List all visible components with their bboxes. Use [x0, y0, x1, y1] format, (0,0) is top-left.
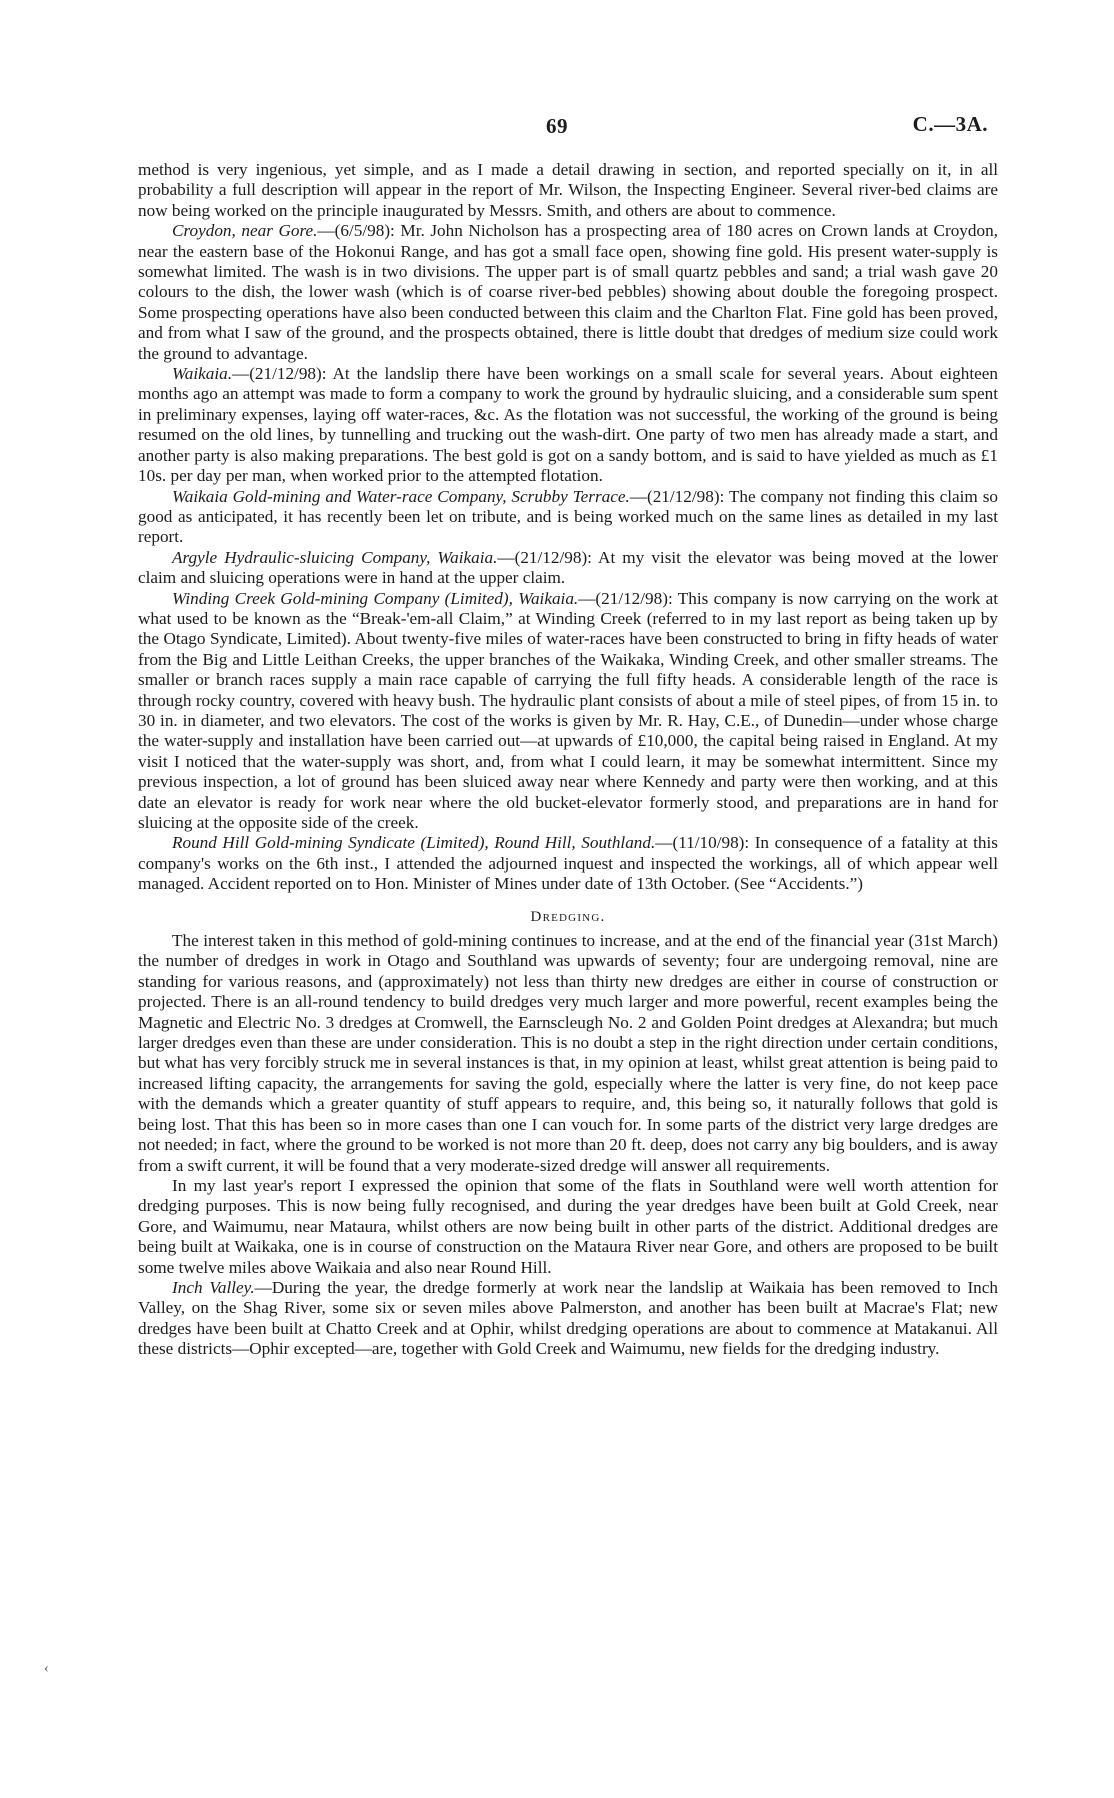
section-heading-dredging: Dredging. — [530, 908, 606, 925]
paragraph-heading: Waikaia. — [172, 364, 232, 384]
paragraph-text: —(21/12/98): The company not finding this claim so good as anticipated, it has recently been let on tribute, and is being worked much on the same lines as detailed in my last report. — [138, 486, 998, 547]
paragraph-croydon — [138, 221, 998, 364]
paragraph-argyle — [138, 548, 998, 589]
paragraph-inch-valley — [138, 1278, 998, 1360]
paragraph-text: —(11/10/98): In consequence of a fatality at this company's works on the 6th inst., I attended the adjourned inquest and inspected the workings, all of which appear well managed. Accident reported on to Hon. Minister of Mines under date of 13th October. (See “Accidents.”) — [138, 833, 998, 894]
body-text — [138, 160, 998, 1360]
margin-mark: ‹ — [44, 1661, 49, 1676]
paragraph-text: The interest taken in this method of gold-mining continues to increase, and at the end of the financial year (31st March) the number of dredges in work in Otago and Southland was upwards of seventy; four are undergoing removal, nine are standing for various reasons, and (approximately) not less than thirty new dredges are either in course of construction or projected. There is an all-round tendency to build dredges very much larger and more powerful, recent examples being the Magnetic and Electric No. 3 dredges at Cromwell, the Earnscleugh No. 2 and Golden Point dredges at Alexandra; but much larger dredges even than these are under consideration. This is no doubt a step in the right direction under certain conditions, but what has very forcibly struck me in several instances is that, in my opinion at least, whilst great attention is being paid to increased lifting capacity, the arrangements for saving the gold, especially where the latter is very fine, do not keep pace with the demands which a greater quantity of stuff appears to require, and, this being so, it naturally follows that gold is being lost. That this has been so in more cases than one I can vouch for. In some parts of the district very large dredges are not needed; in fact, where the ground to be worked is not more than 20 ft. deep, does not carry any big boulders, and is away from a swift current, it will be found that a very moderate-sized dredge will answer all requirements. — [138, 931, 998, 1175]
paragraph-heading: Waikaia Gold-mining and Water-race Company, Scrubby Terrace. — [172, 486, 630, 506]
paragraph-heading: Round Hill Gold-mining Syndicate (Limited), Round Hill, Southland. — [172, 833, 656, 853]
paragraph-heading: Inch Valley. — [172, 1277, 255, 1297]
paragraph-heading: Argyle Hydraulic-sluicing Company, Waikaia. — [172, 547, 498, 567]
paragraph-waikaia — [138, 364, 998, 486]
paragraph-text: method is very ingenious, yet simple, and as I made a detail drawing in section, and reported specially on it, in all probability a full description will appear in the report of Mr. Wilson, the Inspecting Engineer. Several river-bed claims are now being worked on the principle inaugurated by Messrs. Smith, and others are about to commence. — [138, 160, 998, 220]
paragraph-text: —During the year, the dredge formerly at work near the landslip at Waikaia has been removed to Inch Valley, on the Shag River, some six or seven miles above Palmerston, and another has been built at Macrae's Flat; new dredges have been built at Chatto Creek and at Ophir, whilst dredging operations are about to commence at Matakanui. All these districts—Ophir excepted—are, together with Gold Creek and Waimumu, new fields for the dredging industry. — [138, 1277, 998, 1359]
paragraph-round-hill — [138, 833, 998, 894]
paragraph-heading: Winding Creek Gold-mining Company (Limited), Waikaia. — [172, 588, 579, 608]
paragraph-text: —(21/12/98): At my visit the elevator was being moved at the lower claim and sluicing operations were in hand at the upper claim. — [138, 547, 998, 588]
paragraph-text: In my last year's report I expressed the opinion that some of the flats in Southland were well worth attention for dredging purposes. This is now being fully recognised, and during the year dredges have been built at Gold Creek, near Gore, and Waimumu, near Mataura, whilst others are now being built in other parts of the district. Additional dredges are being built at Waikaka, one is in course of construction on the Mataura River near Gore, and others are proposed to be built some twelve miles above Waikaia and also near Round Hill. — [138, 1175, 998, 1277]
paper-code: C.—3A. — [912, 112, 988, 136]
paragraph-text: —(21/12/98): This company is now carrying on the work at what used to be known as the “Break-'em-all Claim,” at Winding Creek (referred to in my last report as being taken up by the Otago Syndicate, Limited). About twenty-five miles of water-races have been constructed to bring in fifty heads of water from the Big and Little Leithan Creeks, the upper branches of the Waikaka, Winding Creek, and other smaller streams. The smaller or branch races supply a main race capable of carrying the full fifty heads. A considerable length of the race is through rocky country, covered with heavy bush. The hydraulic plant consists of about a mile of steel pipes, of from 15 in. to 30 in. in diameter, and two elevators. The cost of the works is given by Mr. R. Hay, C.E., of Dunedin—under whose charge the water-supply and installation have been carried out—at upwards of £10,000, the capital being raised in England. At my visit I noticed that the water-supply was short, and, from what I could learn, it may be somewhat intermittent. Since my previous inspection, a lot of ground has been sluiced away near where Kennedy and party were then working, and at this date an elevator is ready for work near where the old bucket-elevator formerly stood, and preparations are in hand for sluicing at the opposite side of the creek. — [138, 588, 998, 832]
paragraph-text: —(21/12/98): At the landslip there have been workings on a small scale for several years. About eighteen months ago an attempt was made to form a company to work the ground by hydraulic sluicing, and a considerable sum spent in preliminary expenses, laying off water-races, &c. As the flotation was not successful, the working of the ground is being resumed on the old lines, by tunnelling and trucking out the wash-dirt. One party of two men has already made a start, and another party is also making preparations. The best gold is got on a sandy bottom, and is said to have yielded as much as £1 10s. per day per man, when worked prior to the attempted flotation. — [138, 364, 998, 486]
paragraph-1 — [138, 160, 998, 221]
paragraph-southland-flats — [138, 1176, 998, 1278]
paragraph-dredging-interest — [138, 931, 998, 1176]
paragraph-winding-creek — [138, 589, 998, 834]
paragraph-scrubby-terrace — [138, 487, 998, 548]
paragraph-heading: Croydon, near Gore. — [172, 221, 318, 241]
page-number: 69 — [546, 114, 568, 138]
paragraph-text: —(6/5/98): Mr. John Nicholson has a prospecting area of 180 acres on Crown lands at Croydon, near the eastern base of the Hokonui Range, and has got a small face open, showing fine gold. His present water-supply is somewhat limited. The wash is in two divisions. The upper part is of small quartz pebbles and sand; a trial wash gave 20 colours to the dish, the lower wash (which is of coarse river-bed pebbles) showing about double the foregoing prospect. Some prospecting operations have also been conducted between this claim and the Charlton Flat. Fine gold has been proved, and from what I saw of the ground, and the prospects obtained, there is little doubt that dredges of medium size could work the ground to advantage. — [138, 221, 998, 363]
